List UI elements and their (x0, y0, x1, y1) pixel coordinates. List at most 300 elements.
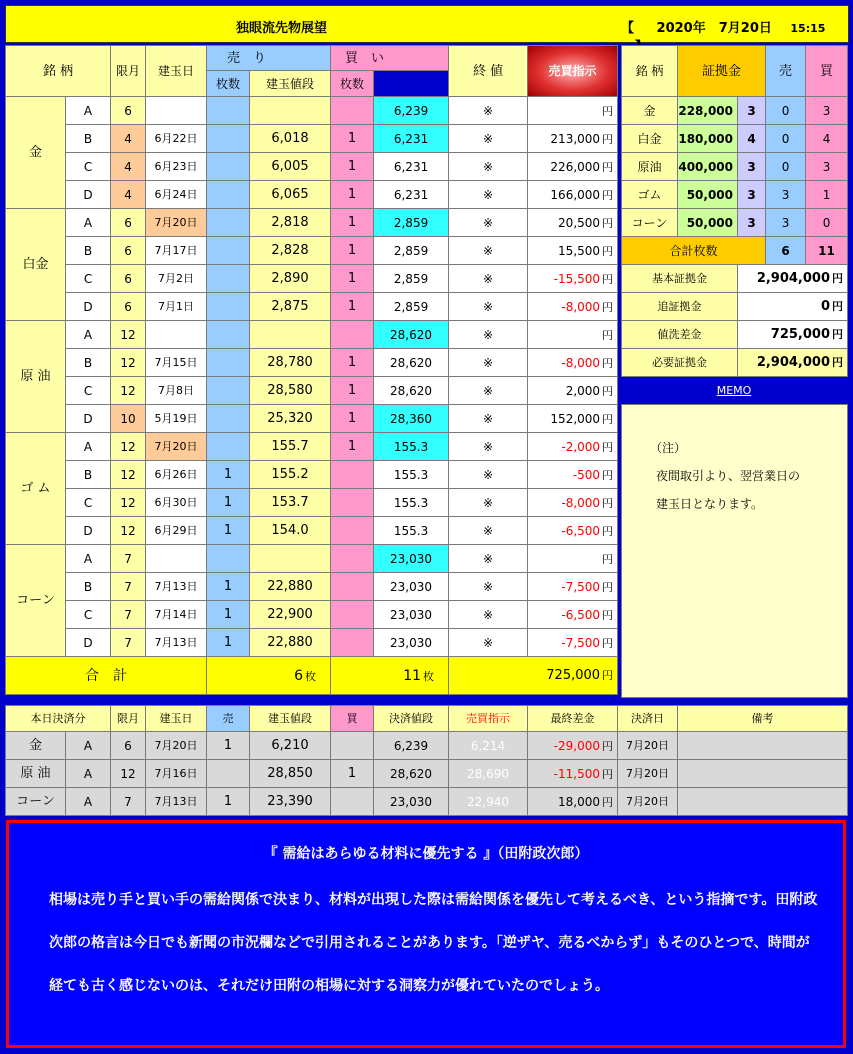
margin-buy: 3 (806, 97, 848, 125)
diff-value: 166,000 (550, 187, 601, 202)
settle-note (678, 732, 848, 760)
buy-count: 1 (331, 265, 374, 293)
position-price: 155.7 (250, 433, 331, 461)
margin-commodity: ゴム (622, 181, 678, 209)
settle-buy: 1 (331, 760, 374, 788)
valuation-diff (528, 97, 618, 125)
sell-count: 1 (207, 517, 250, 545)
instruction-header-button[interactable]: 売買指示 (528, 46, 618, 97)
settle-header-buy: 買 (331, 706, 374, 732)
close-price: 155.3 (374, 461, 449, 489)
diff-unit: 円 (602, 356, 614, 370)
settle-instruction: 22,940 (449, 788, 528, 816)
buy-count: 1 (331, 349, 374, 377)
position-price: 25,320 (250, 405, 331, 433)
sell-count (207, 153, 250, 181)
instruction-mark[interactable]: ※ (449, 321, 528, 349)
diff-unit: 円 (602, 244, 614, 258)
final-unit: 円 (602, 739, 613, 753)
margin-value: 400,000 (678, 153, 738, 181)
contract-month: 6 (111, 265, 146, 293)
valuation-diff (528, 461, 618, 489)
close-price: 28,620 (374, 349, 449, 377)
position-price: 22,880 (250, 629, 331, 657)
contract-month: 6 (111, 237, 146, 265)
summary-value (738, 321, 848, 349)
instruction-mark[interactable]: ※ (449, 349, 528, 377)
close-price: 6,239 (374, 97, 449, 125)
settle-date: 7月20日 (618, 760, 678, 788)
settle-final (528, 760, 618, 788)
contract-code: C (66, 377, 111, 405)
close-price: 23,030 (374, 545, 449, 573)
sell-count (207, 321, 250, 349)
sell-count (207, 433, 250, 461)
commodity-name: 原 油 (6, 321, 66, 433)
margin-sell: 3 (766, 181, 806, 209)
time-label: 15:15 (790, 22, 826, 35)
position-price: 2,875 (250, 293, 331, 321)
contract-month: 7 (111, 629, 146, 657)
margin-row (622, 125, 848, 153)
diff-value: -2,000 (561, 439, 601, 454)
diff-unit: 円 (602, 412, 614, 426)
position-date: 7月13日 (146, 573, 207, 601)
total-sell (207, 657, 331, 695)
margin-header-name: 銘 柄 (622, 46, 678, 97)
position-date: 7月8日 (146, 377, 207, 405)
buy-count (331, 97, 374, 125)
buy-count: 1 (331, 433, 374, 461)
buy-count: 1 (331, 153, 374, 181)
table-row (6, 237, 618, 265)
table-row (6, 265, 618, 293)
instruction-mark[interactable]: ※ (449, 489, 528, 517)
position-date: 6月30日 (146, 489, 207, 517)
diff-value: -6,500 (561, 523, 601, 538)
instruction-mark[interactable]: ※ (449, 209, 528, 237)
margin-header-sell: 売 (766, 46, 806, 97)
instruction-mark[interactable]: ※ (449, 237, 528, 265)
buy-count (331, 629, 374, 657)
valuation-diff (528, 181, 618, 209)
instruction-mark[interactable]: ※ (449, 573, 528, 601)
position-price: 28,580 (250, 377, 331, 405)
settle-position-price: 23,390 (250, 788, 331, 816)
margin-table (621, 45, 848, 377)
final-value: 18,000 (558, 794, 600, 809)
settle-position-price: 6,210 (250, 732, 331, 760)
margin-row (622, 181, 848, 209)
sell-count (207, 405, 250, 433)
diff-unit: 円 (602, 216, 614, 230)
margin-count: 4 (738, 125, 766, 153)
margin-count: 3 (738, 181, 766, 209)
valuation-diff (528, 125, 618, 153)
table-row (6, 433, 618, 461)
bracket-open: 【 (621, 21, 635, 36)
summary-label: 追証拠金 (622, 293, 738, 321)
quote-body: 相場は売り手と買い手の需給関係で決まり、材料が出現した際は需給関係を優先して考えるべき、という指摘です。田附政次郎の格言は今日でも新聞の市況欄などで引用されることがあります。「逆ザヤ、売るべからず」もそのひとつで、時間が経ても古く感じないのは、それだけ田附の相場に対する洞察力が優れていたのでしょう。 (49, 892, 818, 994)
instruction-mark[interactable]: ※ (449, 97, 528, 125)
position-price: 22,880 (250, 573, 331, 601)
total-buy (331, 657, 449, 695)
buy-count: 1 (331, 237, 374, 265)
contract-code: B (66, 461, 111, 489)
table-row (6, 573, 618, 601)
margin-value: 50,000 (678, 209, 738, 237)
position-date: 7月20日 (146, 433, 207, 461)
margin-value: 228,000 (678, 97, 738, 125)
sell-count (207, 125, 250, 153)
sell-count (207, 377, 250, 405)
total-label: 合 計 (6, 657, 207, 695)
close-price: 28,360 (374, 405, 449, 433)
settle-note (678, 788, 848, 816)
margin-row (622, 97, 848, 125)
valuation-diff (528, 601, 618, 629)
buy-count (331, 517, 374, 545)
settle-header-price: 建玉値段 (250, 706, 331, 732)
position-date: 7月1日 (146, 293, 207, 321)
settle-month: 12 (111, 760, 146, 788)
close-price: 2,859 (374, 237, 449, 265)
sell-count: 1 (207, 489, 250, 517)
contract-code: A (66, 321, 111, 349)
sell-count (207, 293, 250, 321)
margin-sell: 0 (766, 97, 806, 125)
close-price: 28,620 (374, 377, 449, 405)
position-price: 2,828 (250, 237, 331, 265)
instruction-mark[interactable]: ※ (449, 265, 528, 293)
table-row (6, 349, 618, 377)
contract-code: B (66, 349, 111, 377)
position-date: 6月24日 (146, 181, 207, 209)
contract-month: 12 (111, 433, 146, 461)
contract-code: A (66, 209, 111, 237)
diff-unit: 円 (602, 272, 614, 286)
diff-value: 2,000 (565, 383, 601, 398)
contract-code: A (66, 545, 111, 573)
buy-count: 1 (331, 377, 374, 405)
total-diff (449, 657, 618, 695)
contract-month: 12 (111, 349, 146, 377)
summary-amount: 725,000 (770, 327, 831, 342)
diff-value: 152,000 (550, 411, 601, 426)
quote-box (6, 820, 846, 1048)
instruction-mark[interactable]: ※ (449, 517, 528, 545)
diff-unit: 円 (602, 636, 614, 650)
diff-unit: 円 (602, 160, 614, 174)
col-header-price: 建玉値段 (250, 71, 331, 97)
total-buy-unit: 枚 (423, 669, 435, 683)
contract-code: D (66, 405, 111, 433)
diff-unit: 円 (602, 188, 614, 202)
close-price: 2,859 (374, 209, 449, 237)
instruction-mark[interactable]: ※ (449, 293, 528, 321)
close-price: 6,231 (374, 125, 449, 153)
sell-count: 1 (207, 461, 250, 489)
contract-code: D (66, 629, 111, 657)
quote-title: 『 需給はあらゆる材料に優先する 』（田附政次郎） (263, 846, 589, 862)
settle-header-final: 最終差金 (528, 706, 618, 732)
settle-sell (207, 760, 250, 788)
summary-amount: 2,904,000 (756, 355, 831, 370)
margin-commodity: 金 (622, 97, 678, 125)
memo-line-3: 建玉日となります。 (656, 497, 764, 511)
contract-month: 4 (111, 125, 146, 153)
final-unit: 円 (602, 767, 613, 781)
valuation-diff (528, 237, 618, 265)
margin-commodity: 原油 (622, 153, 678, 181)
page-title: 独眼流先物展望 (236, 21, 328, 36)
settle-position-date: 7月13日 (146, 788, 207, 816)
memo-label[interactable]: MEMO (716, 384, 752, 397)
margin-commodity: 白金 (622, 125, 678, 153)
close-price: 155.3 (374, 517, 449, 545)
instruction-mark[interactable]: ※ (449, 629, 528, 657)
commodity-name: ゴ ム (6, 433, 66, 545)
position-price: 6,065 (250, 181, 331, 209)
commodity-name: 白金 (6, 209, 66, 321)
table-row (6, 629, 618, 657)
close-price: 155.3 (374, 433, 449, 461)
contract-code: C (66, 489, 111, 517)
table-row (6, 181, 618, 209)
instruction-mark[interactable]: ※ (449, 153, 528, 181)
settlement-row (6, 760, 848, 788)
settle-header-instruction: 売買指示 (449, 706, 528, 732)
settle-code: A (66, 788, 111, 816)
position-date: 6月26日 (146, 461, 207, 489)
col-header-buy-count: 枚数 (331, 71, 374, 97)
diff-unit: 円 (602, 440, 614, 454)
table-row (6, 601, 618, 629)
settle-month: 6 (111, 732, 146, 760)
valuation-diff (528, 489, 618, 517)
position-date: 7月13日 (146, 629, 207, 657)
sell-count: 1 (207, 573, 250, 601)
diff-value: -8,000 (561, 355, 601, 370)
settle-date: 7月20日 (618, 788, 678, 816)
contract-month: 10 (111, 405, 146, 433)
contract-month: 12 (111, 461, 146, 489)
settle-final (528, 788, 618, 816)
buy-count (331, 321, 374, 349)
instruction-mark[interactable]: ※ (449, 405, 528, 433)
settle-header-sell: 売 (207, 706, 250, 732)
contract-month: 12 (111, 517, 146, 545)
contract-month: 12 (111, 377, 146, 405)
contract-code: B (66, 237, 111, 265)
buy-count (331, 545, 374, 573)
contract-month: 7 (111, 545, 146, 573)
sell-count (207, 545, 250, 573)
table-row (6, 377, 618, 405)
close-price: 6,231 (374, 153, 449, 181)
position-price: 2,818 (250, 209, 331, 237)
date-label: 2020年 7月20日 (656, 21, 772, 36)
settle-header-month: 限月 (111, 706, 146, 732)
diff-unit: 円 (602, 104, 614, 118)
summary-value (738, 293, 848, 321)
settle-position-date: 7月16日 (146, 760, 207, 788)
settle-code: A (66, 732, 111, 760)
contract-code: D (66, 293, 111, 321)
summary-value (738, 349, 848, 377)
summary-label: 値洗差金 (622, 321, 738, 349)
contract-code: C (66, 153, 111, 181)
summary-value (738, 265, 848, 293)
close-price: 28,620 (374, 321, 449, 349)
contract-month: 6 (111, 209, 146, 237)
sell-count: 1 (207, 601, 250, 629)
close-price: 155.3 (374, 489, 449, 517)
valuation-diff (528, 405, 618, 433)
settle-position-price: 28,850 (250, 760, 331, 788)
diff-unit: 円 (602, 580, 614, 594)
contract-code: A (66, 433, 111, 461)
diff-unit: 円 (602, 300, 614, 314)
col-header-name: 銘 柄 (6, 46, 111, 97)
instruction-mark[interactable]: ※ (449, 377, 528, 405)
settle-header-note: 備考 (678, 706, 848, 732)
instruction-mark[interactable]: ※ (449, 181, 528, 209)
diff-value: 213,000 (550, 131, 601, 146)
valuation-diff (528, 517, 618, 545)
position-price: 155.2 (250, 461, 331, 489)
diff-unit: 円 (602, 468, 614, 482)
table-row (6, 153, 618, 181)
valuation-diff (528, 433, 618, 461)
instruction-mark[interactable]: ※ (449, 545, 528, 573)
margin-sell: 0 (766, 125, 806, 153)
contract-code: C (66, 601, 111, 629)
close-price: 23,030 (374, 629, 449, 657)
diff-value: 226,000 (550, 159, 601, 174)
contract-month: 6 (111, 97, 146, 125)
settle-instruction: 28,690 (449, 760, 528, 788)
title-bar (5, 5, 849, 43)
settle-buy (331, 788, 374, 816)
buy-count (331, 601, 374, 629)
summary-unit: 円 (832, 328, 844, 341)
buy-count: 1 (331, 209, 374, 237)
commodity-name: 金 (6, 97, 66, 209)
sell-count (207, 265, 250, 293)
table-row (6, 545, 618, 573)
settle-price: 6,239 (374, 732, 449, 760)
close-price: 2,859 (374, 293, 449, 321)
instruction-mark[interactable]: ※ (449, 433, 528, 461)
contract-code: D (66, 181, 111, 209)
contract-month: 12 (111, 321, 146, 349)
margin-value: 180,000 (678, 125, 738, 153)
table-row (6, 293, 618, 321)
total-sell-unit: 枚 (305, 669, 317, 683)
margin-count: 3 (738, 97, 766, 125)
settle-final (528, 732, 618, 760)
settle-header-date: 建玉日 (146, 706, 207, 732)
margin-row (622, 153, 848, 181)
position-price (250, 545, 331, 573)
diff-unit: 円 (602, 328, 614, 342)
position-price: 6,018 (250, 125, 331, 153)
diff-unit: 円 (602, 132, 614, 146)
summary-label: 基本証拠金 (622, 265, 738, 293)
settle-commodity: 原 油 (6, 760, 66, 788)
position-date (146, 545, 207, 573)
commodity-name: コーン (6, 545, 66, 657)
position-date: 7月17日 (146, 237, 207, 265)
sell-count (207, 237, 250, 265)
total-count-sell: 6 (766, 237, 806, 265)
contract-code: A (66, 97, 111, 125)
total-buy-value: 11 (403, 667, 422, 684)
valuation-diff (528, 321, 618, 349)
memo-line-2: 夜間取引より、翌営業日の (656, 469, 801, 483)
sell-count (207, 97, 250, 125)
margin-sell: 0 (766, 153, 806, 181)
buy-count (331, 489, 374, 517)
diff-value: 20,500 (558, 215, 601, 230)
contract-month: 6 (111, 293, 146, 321)
diff-unit: 円 (602, 384, 614, 398)
summary-label: 必要証拠金 (622, 349, 738, 377)
buy-count: 1 (331, 181, 374, 209)
summary-amount: 2,904,000 (756, 271, 831, 286)
instruction-mark[interactable]: ※ (449, 601, 528, 629)
positions-table (5, 45, 618, 695)
settlement-table (5, 705, 848, 816)
position-date: 7月2日 (146, 265, 207, 293)
settle-commodity: 金 (6, 732, 66, 760)
buy-count: 1 (331, 405, 374, 433)
instruction-mark[interactable]: ※ (449, 125, 528, 153)
memo-box (621, 404, 848, 698)
close-price: 2,859 (374, 265, 449, 293)
diff-value: -7,500 (561, 635, 601, 650)
settle-note (678, 760, 848, 788)
position-price: 153.7 (250, 489, 331, 517)
margin-count: 3 (738, 209, 766, 237)
instruction-mark[interactable]: ※ (449, 461, 528, 489)
summary-unit: 円 (832, 272, 844, 285)
margin-header-buy: 買 (806, 46, 848, 97)
position-date: 6月23日 (146, 153, 207, 181)
valuation-diff (528, 293, 618, 321)
contract-month: 4 (111, 181, 146, 209)
contract-month: 4 (111, 153, 146, 181)
diff-value: 15,500 (558, 243, 601, 258)
diff-value: -500 (572, 467, 601, 482)
diff-unit: 円 (602, 496, 614, 510)
summary-unit: 円 (832, 356, 844, 369)
summary-unit: 円 (832, 300, 844, 313)
settle-month: 7 (111, 788, 146, 816)
valuation-diff (528, 349, 618, 377)
settle-date: 7月20日 (618, 732, 678, 760)
settle-header-name: 本日決済分 (6, 706, 111, 732)
sell-count (207, 209, 250, 237)
buy-count: 1 (331, 125, 374, 153)
col-header-close: 終 値 (449, 46, 528, 97)
table-row (6, 489, 618, 517)
diff-value: -8,000 (561, 495, 601, 510)
table-row (6, 97, 618, 125)
margin-buy: 0 (806, 209, 848, 237)
memo-line-1: （注） (650, 441, 687, 455)
